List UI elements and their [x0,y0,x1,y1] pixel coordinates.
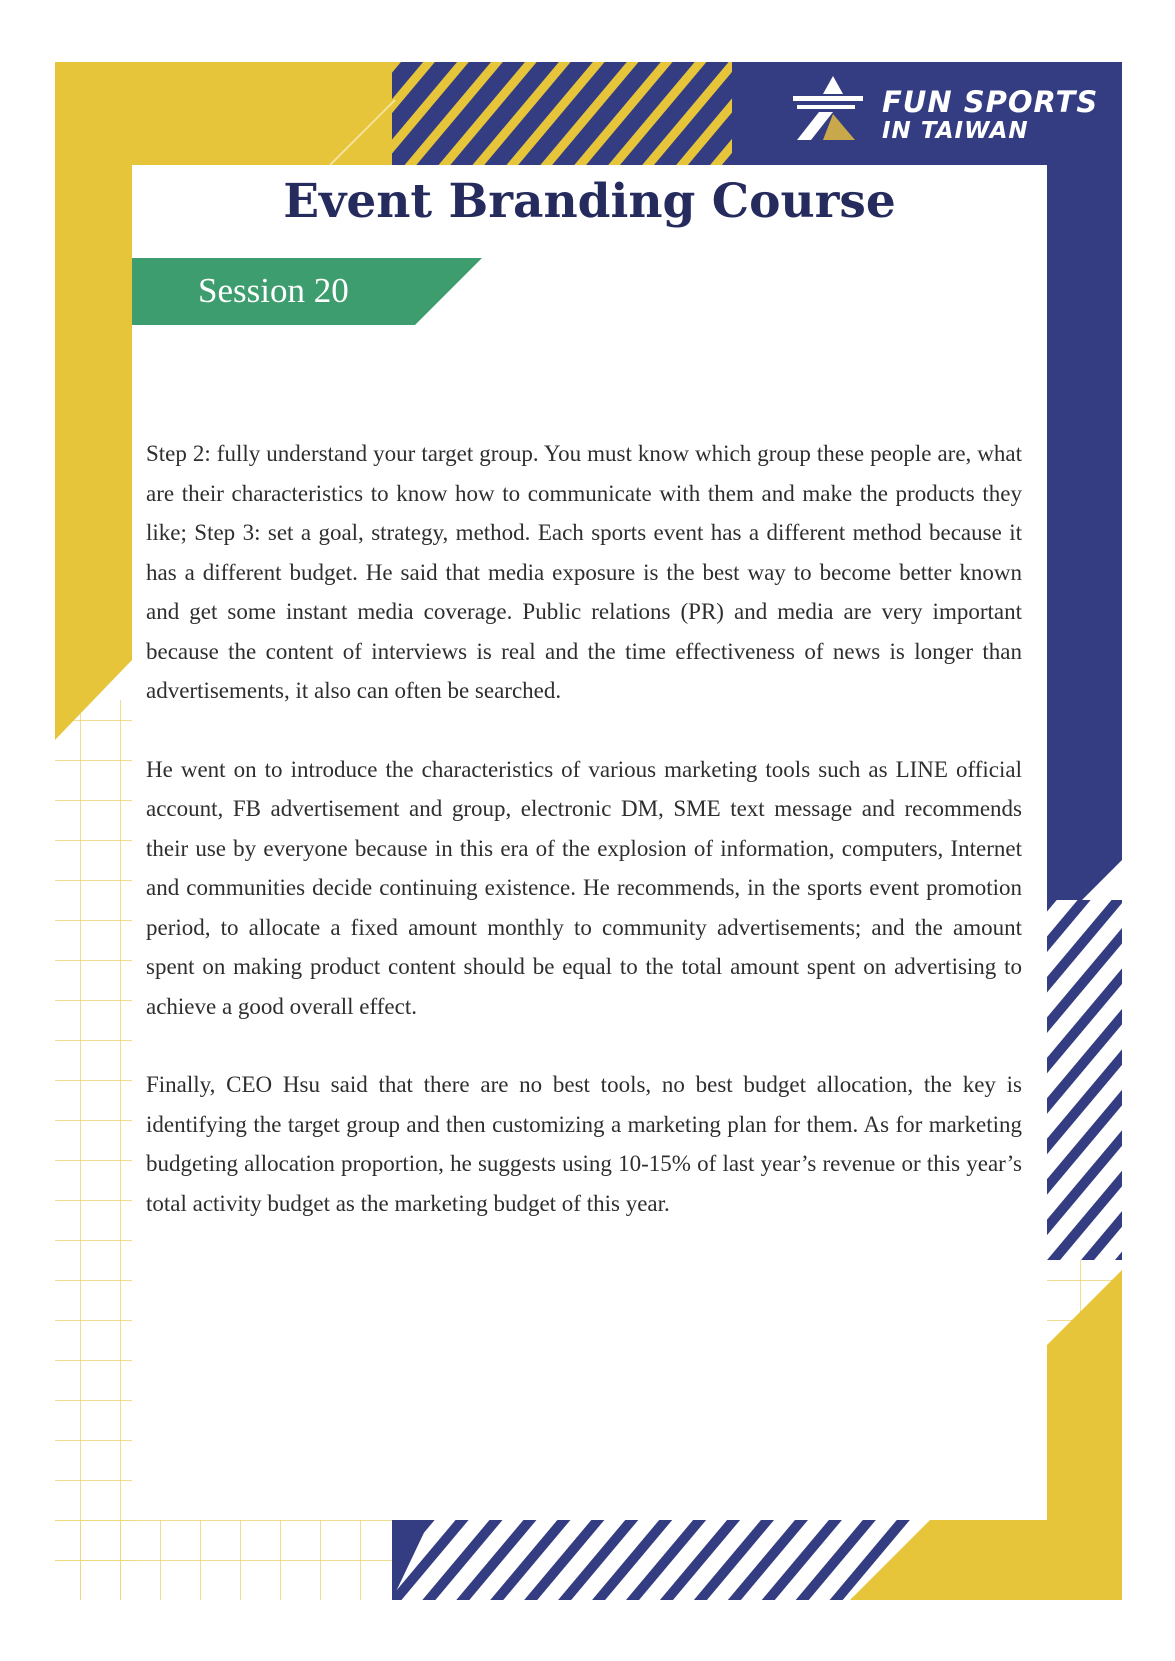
grid-pattern-bottom [55,1520,395,1600]
brand-line-1: FUN SPORTS [882,85,1099,119]
session-tag [132,258,482,325]
paragraph: Step 2: fully understand your target group. You must know which group these people are, what are their characteristics to know how to communicate with them and make the products they like; Step 3: set a goal, strategy, method. Each sports event has a different method because it has a different budget. He said that media exposure is the best way to become better known and get some instant media coverage. Public relations (PR) and media are very important because the content of interviews is real and the time effectiveness of news is longer than advertisements, it also can often be searched. [146,441,1022,703]
grid-pattern-left [55,700,135,1600]
article-body [146,434,1022,1262]
navy-right-column [1047,165,1122,935]
fun-sports-logo-icon [793,74,873,144]
striped-right-accent [1047,900,1122,1260]
striped-bottom-accent [392,1520,930,1600]
brand-line-2: IN TAIWAN [882,118,1029,144]
page-title: Event Branding Course [283,174,896,229]
session-label: Session 20 [198,271,349,310]
paragraph: He went on to introduce the characteristics of various marketing tools such as LINE official account, FB advertisement and group, electronic DM, SME text message and recommends their use by everyone because in this era of the explosion of information, computers, Internet and communities decide continuing existence. He recommends, in the sports event promotion period, to allocate a fixed amount monthly to community advertisements; and the amount spent on making product content should be equal to the total amount spent on advertising to achieve a good overall effect. [146,756,1022,1019]
striped-top-accent [392,62,732,165]
brand-wordmark [882,86,1112,144]
paragraph: Finally, CEO Hsu said that there are no best tools, no best budget allocation, the key is identifying the target group and then customizing a marketing plan for them. As for marketing budgeting allocation proportion, he suggests using 10-15% of last year’s revenue or this year’s total activity budget as the marketing budget of this year. [146,1072,1022,1216]
